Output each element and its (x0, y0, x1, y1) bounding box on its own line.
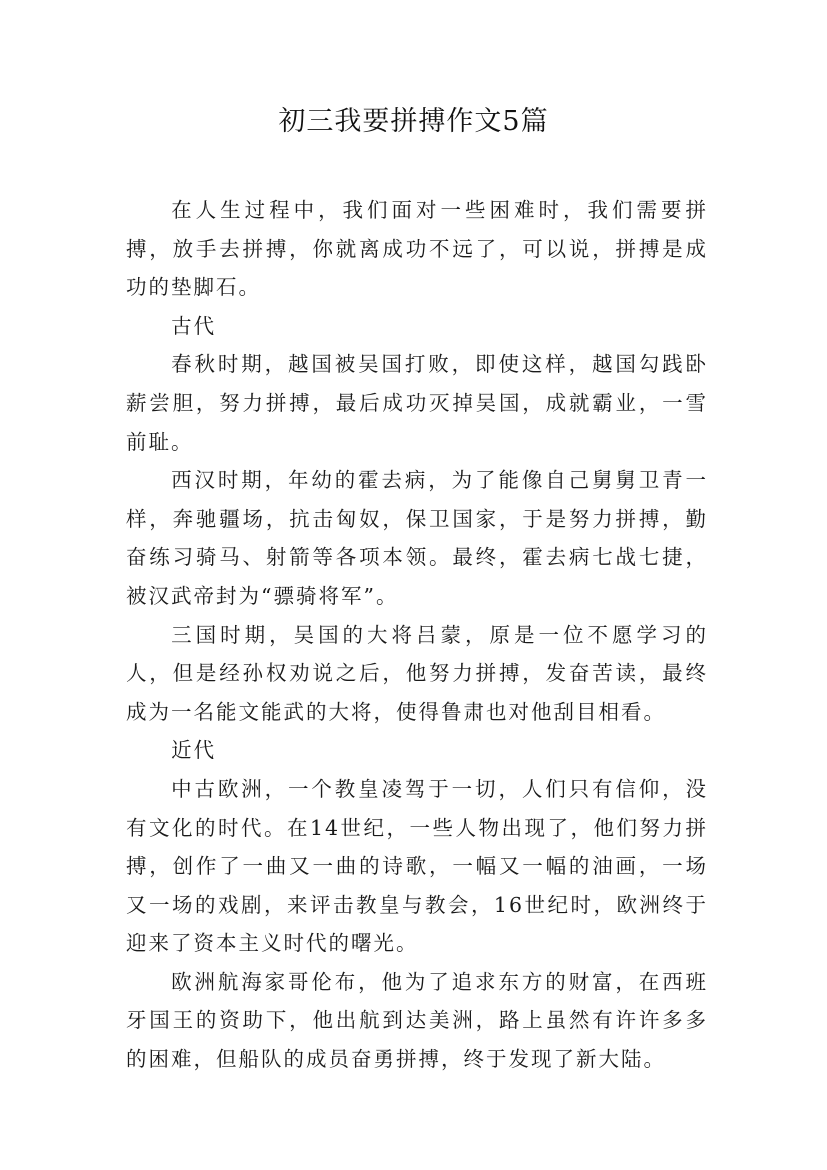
paragraph-intro: 在人生过程中，我们面对一些困难时，我们需要拼搏，放手去拼搏，你就离成功不远了，可以说，拼搏是成功的垫脚石。 (126, 198, 708, 300)
document-body (126, 191, 708, 1079)
document-title: 初三我要拼搏作文5篇 (278, 106, 549, 137)
paragraph-huoqubing: 西汉时期，年幼的霍去病，为了能像自己舅舅卫青一样，奔驰疆场，抗击匈奴，保卫国家，于是努力拼搏，勤奋练习骑马、射箭等各项本领。最终，霍去病七战七捷，被汉武帝封为“骠骑将军”。 (126, 468, 708, 608)
paragraph-goujian: 春秋时期，越国被吴国打败，即使这样，越国勾践卧薪尝胆，努力拼搏，最后成功灭掉吴国，成就霸业，一雪前耻。 (126, 352, 708, 454)
section-heading-ancient: 古代 (171, 313, 217, 338)
section-heading-modern: 近代 (171, 738, 217, 763)
paragraph-columbus: 欧洲航海家哥伦布，他为了追求东方的财富，在西班牙国王的资助下，他出航到达美洲，路上虽然有许许多多的困难，但船队的成员奋勇拼搏，终于发现了新大陆。 (126, 969, 708, 1072)
paragraph-lvmeng: 三国时期，吴国的大将吕蒙，原是一位不愿学习的人，但是经孙权劝说之后，他努力拼搏，发奋苦读，最终成为一名能文能武的大将，使得鲁肃也对他刮目相看。 (126, 622, 708, 724)
paragraph-renaissance: 中古欧洲，一个教皇凌驾于一切，人们只有信仰，没有文化的时代。在14世纪，一些人物出现了，他们努力拼搏，创作了一曲又一曲的诗歌，一幅又一幅的油画，一场又一场的戏剧，来评击教皇与教会，16世纪时，欧洲终于迎来了资本主义时代的曙光。 (126, 776, 708, 956)
